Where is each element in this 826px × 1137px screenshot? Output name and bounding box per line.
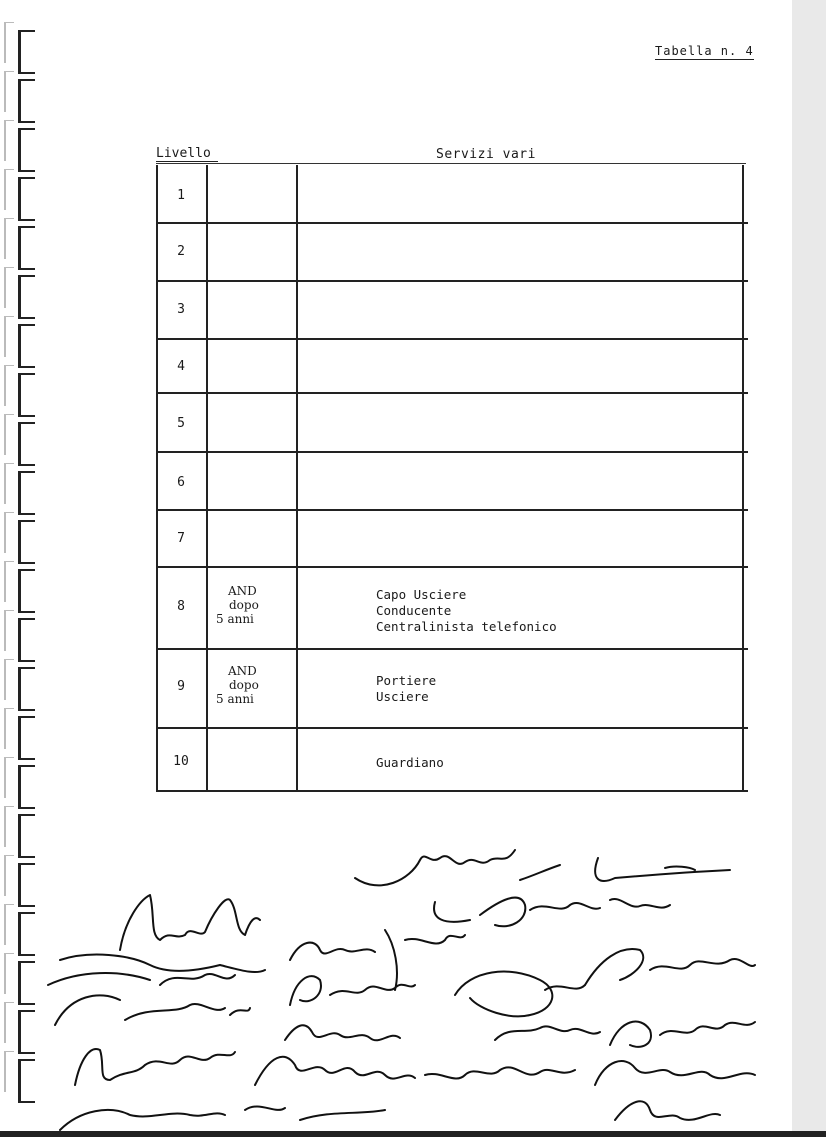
level-number: 7 [177,531,185,546]
signature [255,1057,575,1085]
binding-ring [18,422,35,466]
binding-ring [18,618,35,662]
signature [48,973,235,985]
service-item: Guardiano [376,755,444,770]
level-column-heading: Livello [156,146,218,162]
qualification-note: AND dopo 5 anni [216,664,259,706]
services-column-heading: Servizi vari [436,147,536,162]
level-number: 4 [177,359,185,374]
service-item: Capo Usciere [376,587,467,602]
binding-ring [18,716,35,760]
binding-ring-shadow [4,414,14,455]
signature [434,898,670,927]
table-row [156,282,748,340]
binding-ring-shadow [4,365,14,406]
level-number: 3 [177,302,185,317]
signature [595,1061,755,1085]
signature [290,930,465,990]
signature [60,955,265,973]
binding-ring-shadow [4,316,14,357]
signature [245,1106,385,1120]
signature [595,858,730,881]
signature [520,865,560,880]
binding-ring-shadow [4,659,14,700]
level-number: 2 [177,244,185,259]
binding-ring-shadow [4,512,14,553]
signatures-area [0,820,826,1137]
table-row [156,729,748,792]
level-number: 6 [177,475,185,490]
service-item: Conducente [376,603,452,618]
signature [615,1101,720,1120]
service-list [376,755,444,771]
binding-ring [18,226,35,270]
level-number: 5 [177,416,185,431]
binding-ring [18,177,35,221]
signature [610,1022,755,1047]
binding-ring [18,373,35,417]
table-row [156,568,748,650]
scan-bottom-edge [0,1131,826,1137]
signature [120,895,260,950]
signature [455,972,585,1017]
binding-ring [18,765,35,809]
binding-ring [18,471,35,515]
binding-ring [18,30,35,74]
level-number: 10 [173,754,189,769]
signature [285,1025,400,1040]
binding-ring [18,667,35,711]
binding-ring-shadow [4,120,14,161]
binding-ring-shadow [4,71,14,112]
qualification-note: AND dopo 5 anni [216,584,259,626]
binding-ring-shadow [4,610,14,651]
table-row [156,224,748,282]
level-number: 1 [177,188,185,203]
binding-ring [18,275,35,319]
table-row [156,165,748,224]
binding-ring-shadow [4,463,14,504]
binding-ring-shadow [4,757,14,798]
table-reference: Tabella n. 4 [655,44,754,58]
binding-ring [18,569,35,613]
service-item: Portiere [376,673,437,688]
levels-table [156,165,748,792]
binding-ring [18,128,35,172]
table-row [156,394,748,453]
signature [585,949,755,985]
binding-ring-shadow [4,22,14,63]
binding-ring-shadow [4,561,14,602]
service-item: Centralinista telefonico [376,619,557,634]
level-number: 9 [177,679,185,694]
binding-ring-shadow [4,708,14,749]
binding-ring [18,520,35,564]
table-row [156,453,748,511]
signature [60,1110,225,1130]
service-list [376,673,436,705]
table-row [156,511,748,568]
binding-ring [18,79,35,123]
table-row [156,340,748,394]
binding-ring-shadow [4,169,14,210]
signature [355,850,515,885]
binding-ring [18,324,35,368]
service-item: Usciere [376,689,429,704]
binding-ring-shadow [4,218,14,259]
signature [75,1049,235,1085]
signature [495,1026,600,1040]
table-row [156,650,748,729]
signature [55,995,250,1025]
level-number: 8 [177,599,185,614]
service-list [376,587,557,635]
binding-ring-shadow [4,267,14,308]
heading-rule [156,163,746,164]
